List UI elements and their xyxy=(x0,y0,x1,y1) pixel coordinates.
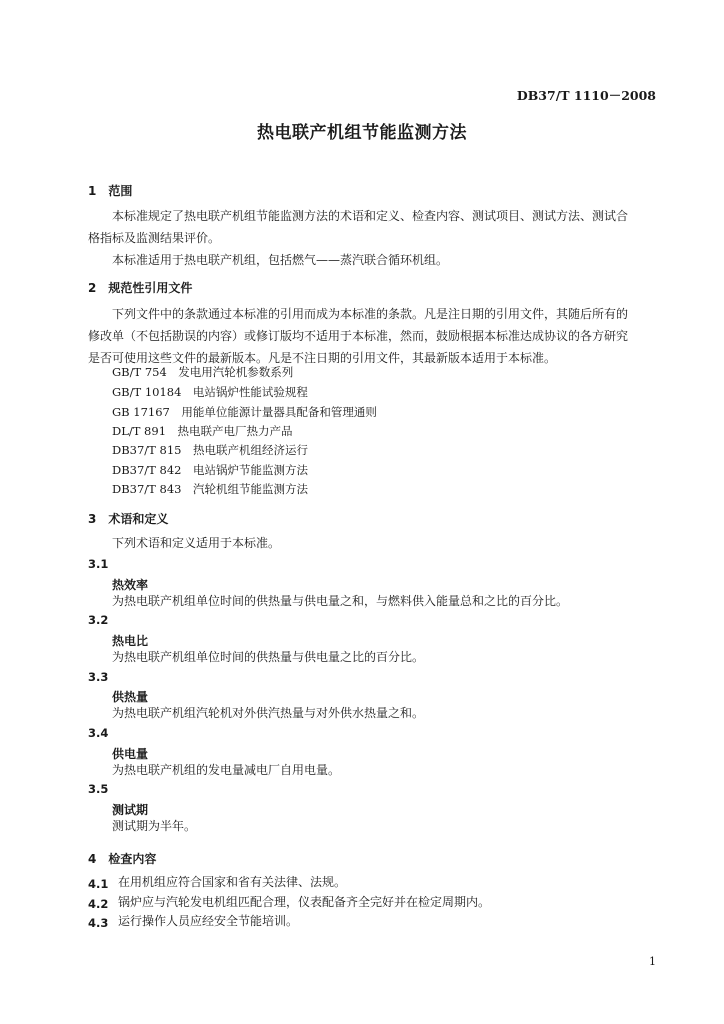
term-name: 热效率 xyxy=(112,578,149,592)
term-number: 3.4 xyxy=(88,726,109,740)
section-2-para-line-1: 下列文件中的条款通过本标准的引用而成为本标准的条款。凡是注日期的引用文件，其随后所有的 xyxy=(112,307,629,321)
reference-item: DB37/T 843 汽轮机组节能监测方法 xyxy=(112,482,308,496)
item-text: 在用机组应符合国家和省有关法律、法规。 xyxy=(118,875,347,889)
term-name: 供热量 xyxy=(112,690,149,704)
section-1-para-1-line-2: 格指标及监测结果评价。 xyxy=(88,231,221,245)
item-text: 锅炉应与汽轮发电机组匹配合理，仪表配备齐全完好并在检定周期内。 xyxy=(118,895,491,909)
section-3-intro: 下列术语和定义适用于本标准。 xyxy=(112,536,281,550)
section-2-para-line-3: 是否可使用这些文件的最新版本。凡是不注日期的引用文件，其最新版本适用于本标准。 xyxy=(88,351,557,365)
section-1-para-2: 本标准适用于热电联产机组，包括燃气——蒸汽联合循环机组。 xyxy=(112,253,449,267)
term-number: 3.3 xyxy=(88,670,109,684)
item-number: 4.1 xyxy=(88,877,109,891)
item-number: 4.3 xyxy=(88,916,109,930)
term-definition: 为热电联产机组单位时间的供热量与供电量之和，与燃料供入能量总和之比的百分比。 xyxy=(112,594,569,608)
term-name: 测试期 xyxy=(112,803,149,817)
section-4-heading: 4 检查内容 xyxy=(88,852,157,866)
term-name: 热电比 xyxy=(112,634,149,648)
section-2-heading: 2 规范性引用文件 xyxy=(88,281,193,295)
section-3-heading: 3 术语和定义 xyxy=(88,512,169,526)
item-number: 4.2 xyxy=(88,897,109,911)
reference-item: GB 17167 用能单位能源计量器具配备和管理通则 xyxy=(112,405,377,419)
term-number: 3.1 xyxy=(88,557,109,571)
section-1-heading: 1 范围 xyxy=(88,184,133,198)
reference-item: DB37/T 842 电站锅炉节能监测方法 xyxy=(112,463,308,477)
term-definition: 为热电联产机组的发电量减电厂自用电量。 xyxy=(112,763,341,777)
term-definition: 为热电联产机组汽轮机对外供汽热量与对外供水热量之和。 xyxy=(112,706,425,720)
section-2-para-line-2: 修改单（不包括勘误的内容）或修订版均不适用于本标准，然而，鼓励根据本标准达成协议的各方研究 xyxy=(88,329,629,343)
term-number: 3.5 xyxy=(88,782,109,796)
document-title: 热电联产机组节能监测方法 xyxy=(257,123,467,143)
reference-item: GB/T 754 发电用汽轮机参数系列 xyxy=(112,365,294,379)
reference-item: DL/T 891 热电联产电厂热力产品 xyxy=(112,424,293,438)
page-number: 1 xyxy=(649,955,656,968)
term-name: 供电量 xyxy=(112,747,149,761)
standard-code: DB37/T 1110－2008 xyxy=(516,88,656,103)
term-definition: 测试期为半年。 xyxy=(112,819,197,833)
item-text: 运行操作人员应经安全节能培训。 xyxy=(118,914,299,928)
term-number: 3.2 xyxy=(88,613,109,627)
term-definition: 为热电联产机组单位时间的供热量与供电量之比的百分比。 xyxy=(112,650,425,664)
reference-item: GB/T 10184 电站锅炉性能试验规程 xyxy=(112,385,308,399)
section-1-para-1-line-1: 本标准规定了热电联产机组节能监测方法的术语和定义、检查内容、测试项目、测试方法、测试合 xyxy=(112,209,629,223)
reference-item: DB37/T 815 热电联产机组经济运行 xyxy=(112,443,308,457)
